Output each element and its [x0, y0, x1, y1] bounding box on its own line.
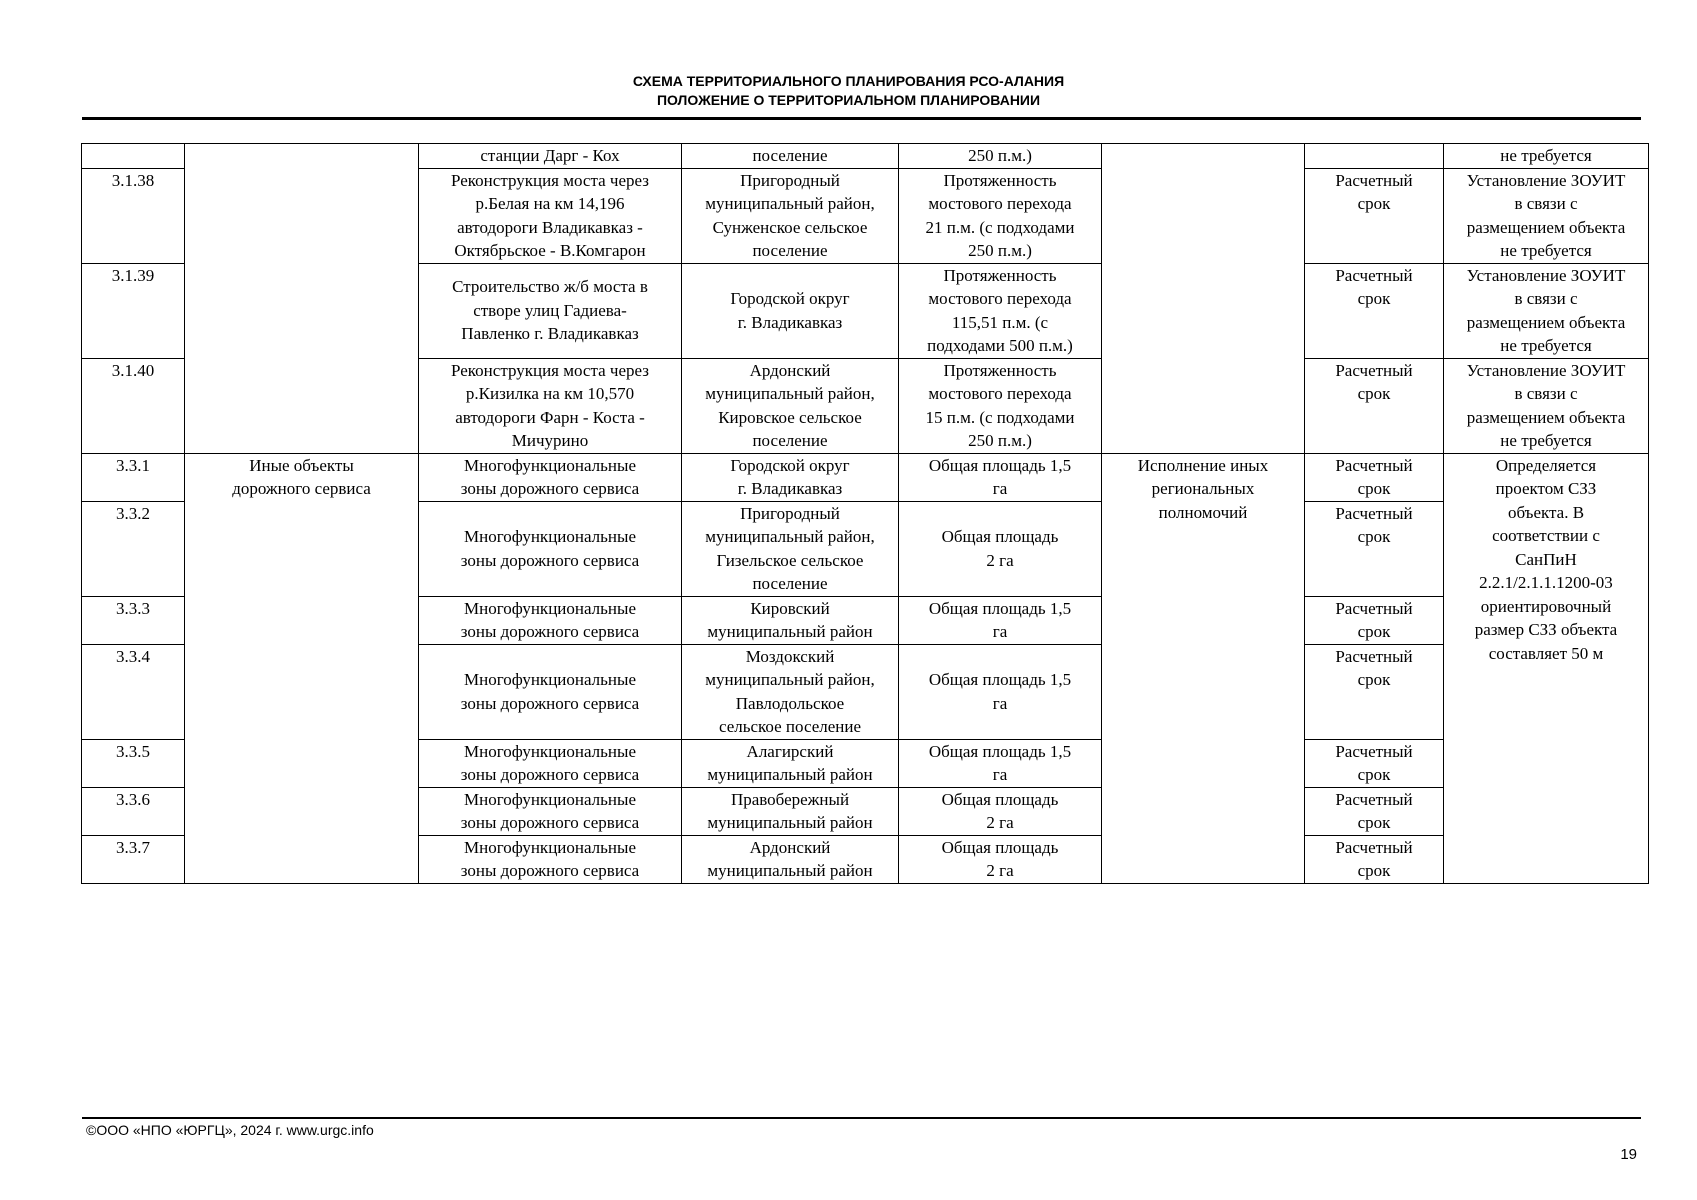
cell-zone: Установление ЗОУИТ в связи с размещением объекта не требуется: [1444, 358, 1649, 453]
cell-number: 3.1.38: [82, 168, 185, 263]
footer-copyright: ©ООО «НПО «ЮРГЦ», 2024 г. www.urgc.info: [86, 1122, 374, 1138]
cell-location: Ардонский муниципальный район: [682, 835, 899, 883]
cell-object-name: Многофункциональные зоны дорожного сервиса: [419, 835, 682, 883]
cell-characteristics: Общая площадь 1,5 га: [899, 739, 1102, 787]
cell-characteristics: Общая площадь 2 га: [899, 501, 1102, 596]
cell-object-type: Иные объекты дорожного сервиса: [185, 453, 419, 883]
page-header: [0, 72, 1697, 110]
cell-location: Городской округ г. Владикавказ: [682, 263, 899, 358]
footer-divider: [82, 1117, 1641, 1119]
cell-object-name: Многофункциональные зоны дорожного сервиса: [419, 453, 682, 501]
cell-location: Правобережный муниципальный район: [682, 787, 899, 835]
cell-number: 3.1.39: [82, 263, 185, 358]
cell-number: 3.3.6: [82, 787, 185, 835]
document-subtitle: ПОЛОЖЕНИЕ О ТЕРРИТОРИАЛЬНОМ ПЛАНИРОВАНИИ: [656, 92, 1041, 108]
cell-number: 3.3.2: [82, 501, 185, 596]
cell-characteristics: Общая площадь 2 га: [899, 835, 1102, 883]
cell-characteristics: Протяженность мостового перехода 15 п.м. (с подходами 250 п.м.): [899, 358, 1102, 453]
cell-zone: Установление ЗОУИТ в связи с размещением объекта не требуется: [1444, 168, 1649, 263]
cell-number: 3.3.4: [82, 644, 185, 739]
cell-object-name: Реконструкция моста через р.Кизилка на км 10,570 автодороги Фарн - Коста - Мичурино: [419, 358, 682, 453]
cell-characteristics: Общая площадь 2 га: [899, 787, 1102, 835]
cell-number: 3.3.1: [82, 453, 185, 501]
cell-timeframe: Расчетный срок: [1305, 787, 1444, 835]
cell-zone: Установление ЗОУИТ в связи с размещением объекта не требуется: [1444, 263, 1649, 358]
cell-object-name: Многофункциональные зоны дорожного сервиса: [419, 501, 682, 596]
cell-timeframe: [1305, 144, 1444, 169]
cell-timeframe: Расчетный срок: [1305, 453, 1444, 501]
cell-location: Моздокский муниципальный район, Павлодольское сельское поселение: [682, 644, 899, 739]
table-row: [82, 144, 1649, 169]
cell-object-name: Многофункциональные зоны дорожного сервиса: [419, 644, 682, 739]
cell-number: [82, 144, 185, 169]
cell-timeframe: Расчетный срок: [1305, 168, 1444, 263]
cell-characteristics: 250 п.м.): [899, 144, 1102, 169]
cell-timeframe: Расчетный срок: [1305, 644, 1444, 739]
cell-location: поселение: [682, 144, 899, 169]
cell-purpose: Исполнение иных региональных полномочий: [1102, 453, 1305, 883]
cell-characteristics: Общая площадь 1,5 га: [899, 644, 1102, 739]
cell-zone: Определяется проектом СЗЗ объекта. В соответствии с СанПиН 2.2.1/2.1.1.1200-03 ориентировочный размер СЗЗ объекта составляет 50 м: [1444, 453, 1649, 883]
cell-location: Ардонский муниципальный район, Кировское сельское поселение: [682, 358, 899, 453]
cell-characteristics: Общая площадь 1,5 га: [899, 453, 1102, 501]
document-title: СХЕМА ТЕРРИТОРИАЛЬНОГО ПЛАНИРОВАНИЯ РСО-АЛАНИЯ: [632, 73, 1065, 89]
cell-location: Кировский муниципальный район: [682, 596, 899, 644]
cell-object-type: [185, 144, 419, 454]
cell-timeframe: Расчетный срок: [1305, 739, 1444, 787]
cell-timeframe: Расчетный срок: [1305, 501, 1444, 596]
cell-location: Пригородный муниципальный район, Гизельское сельское поселение: [682, 501, 899, 596]
cell-object-name: Многофункциональные зоны дорожного сервиса: [419, 739, 682, 787]
cell-object-name: Реконструкция моста через р.Белая на км 14,196 автодороги Владикавказ - Октябрьское - В.Комгарон: [419, 168, 682, 263]
cell-characteristics: Общая площадь 1,5 га: [899, 596, 1102, 644]
cell-number: 3.1.40: [82, 358, 185, 453]
cell-object-name: Многофункциональные зоны дорожного сервиса: [419, 596, 682, 644]
page-number: 19: [1620, 1146, 1637, 1163]
cell-number: 3.3.7: [82, 835, 185, 883]
cell-location: Городской округ г. Владикавказ: [682, 453, 899, 501]
cell-object-name: Многофункциональные зоны дорожного сервиса: [419, 787, 682, 835]
cell-timeframe: Расчетный срок: [1305, 358, 1444, 453]
cell-location: Алагирский муниципальный район: [682, 739, 899, 787]
cell-timeframe: Расчетный срок: [1305, 835, 1444, 883]
planning-table: [81, 143, 1649, 884]
cell-timeframe: Расчетный срок: [1305, 596, 1444, 644]
cell-location: Пригородный муниципальный район, Сунженское сельское поселение: [682, 168, 899, 263]
cell-number: 3.3.3: [82, 596, 185, 644]
cell-characteristics: Протяженность мостового перехода 21 п.м. (с подходами 250 п.м.): [899, 168, 1102, 263]
header-divider: [82, 117, 1641, 120]
cell-zone: не требуется: [1444, 144, 1649, 169]
cell-purpose: [1102, 144, 1305, 454]
table-row: [82, 453, 1649, 501]
cell-object-name: станции Дарг - Кох: [419, 144, 682, 169]
cell-object-name: Строительство ж/б моста в створе улиц Гадиева- Павленко г. Владикавказ: [419, 263, 682, 358]
cell-characteristics: Протяженность мостового перехода 115,51 п.м. (с подходами 500 п.м.): [899, 263, 1102, 358]
cell-number: 3.3.5: [82, 739, 185, 787]
cell-timeframe: Расчетный срок: [1305, 263, 1444, 358]
